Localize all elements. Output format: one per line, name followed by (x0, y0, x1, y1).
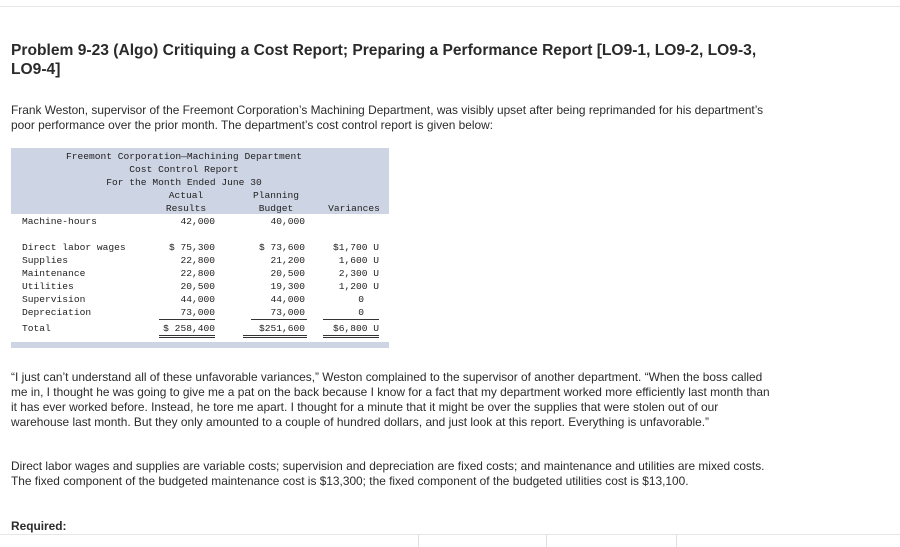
row-variance: 0 (358, 294, 364, 305)
row-variance: 1,200 U (338, 281, 379, 292)
row-budget: 21,200 (270, 255, 305, 266)
col-header-actual-2: Results (165, 203, 207, 214)
total-variance: $6,800 U (332, 323, 379, 334)
row-budget: 19,300 (270, 281, 305, 292)
row-variance: 0 (358, 307, 364, 318)
row-budget: 44,000 (270, 294, 305, 305)
row-actual: $ 75,300 (168, 242, 215, 253)
row-budget: 73,000 (270, 307, 305, 318)
quote-paragraph: “I just can’t understand all of these unfavorable variances,” Weston complained to the supervisor of another department. “When the boss called me in, I thought he was going to give me a pat on the back because I know for a fact that my department worked more efficiently last month than it has ever worked before. Instead, he tore me apart. I thought for a minute that it might be over the supplies that were stolen out of our warehouse last month. But they only amounted to a couple of hundred dollars, and just look at this report. Everything is unfavorable.” (11, 370, 770, 429)
row-label: Maintenance (22, 268, 86, 279)
row-variance: $1,700 U (332, 242, 379, 253)
row-label: Direct labor wages (22, 242, 126, 253)
row-label: Supervision (22, 294, 86, 305)
double-rule-budget (243, 335, 307, 336)
col-header-variances: Variances (328, 203, 380, 214)
cost-control-report (11, 148, 389, 348)
col-header-budget-2: Budget (258, 203, 294, 214)
bottom-divider (0, 534, 900, 535)
row-actual: 44,000 (180, 294, 215, 305)
row-label: Depreciation (22, 307, 92, 318)
total-actual: $ 258,400 (163, 323, 215, 334)
machine-hours-budget: 40,000 (270, 216, 305, 227)
report-footer-band (11, 342, 389, 348)
report-subtitle: Cost Control Report (129, 164, 239, 175)
row-budget: $ 73,600 (258, 242, 305, 253)
rule-variance (323, 319, 379, 320)
total-label: Total (22, 323, 51, 334)
report-title: Freemont Corporation—Machining Department (65, 151, 303, 162)
intro-paragraph: Frank Weston, supervisor of the Freemont Corporation’s Machining Department, was visibly upset after being reprimanded for his department’s poor performance over the prior month. The department’s cost control report is given below: (11, 103, 764, 132)
report-period: For the Month Ended June 30 (106, 177, 262, 188)
problem-title: Problem 9-23 (Algo) Critiquing a Cost Report; Preparing a Performance Report [LO9-1, LO9-2, LO9-3, LO9-4] (11, 42, 757, 78)
col-header-actual-1: Actual (168, 190, 204, 201)
double-rule-variance (323, 337, 379, 338)
rule-actual (159, 319, 215, 320)
row-budget: 20,500 (270, 268, 305, 279)
row-variance: 2,300 U (338, 268, 379, 279)
machine-hours-actual: 42,000 (180, 216, 215, 227)
col-header-budget-1: Planning (252, 190, 300, 201)
row-label: Utilities (22, 281, 74, 292)
double-rule-variance (323, 335, 379, 336)
double-rule-actual (159, 337, 215, 338)
required-heading: Required: (11, 519, 67, 533)
total-budget: $251,600 (258, 323, 305, 334)
rule-budget (251, 319, 307, 320)
double-rule-actual (159, 335, 215, 336)
double-rule-budget (243, 337, 307, 338)
row-variance: 1,600 U (338, 255, 379, 266)
row-label: Supplies (22, 255, 69, 266)
machine-hours-label: Machine-hours (22, 216, 97, 227)
row-actual: 73,000 (180, 307, 215, 318)
row-actual: 20,500 (180, 281, 215, 292)
top-divider (0, 6, 900, 7)
row-actual: 22,800 (180, 268, 215, 279)
row-actual: 22,800 (180, 255, 215, 266)
cost-behavior-paragraph: Direct labor wages and supplies are variable costs; supervision and depreciation are fixed costs; and maintenance and utilities are mixed costs. The fixed component of the budgeted maintenance cost is $13,300; the fixed component of the budgeted utilities cost is $13,100. (11, 459, 765, 488)
